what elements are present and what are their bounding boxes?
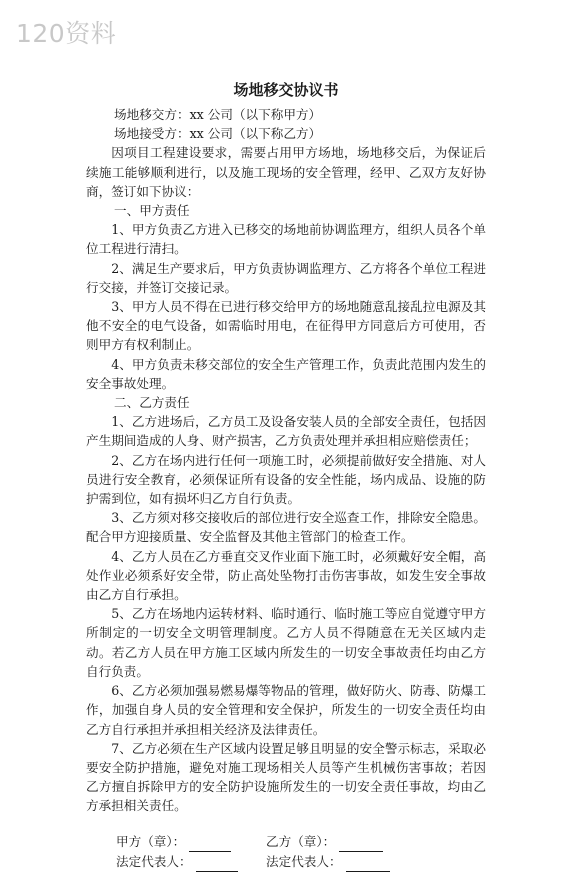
party-b-clause-7: 7、乙方必须在生产区域内设置足够且明显的安全警示标志，采取必要安全防护措施，避免对施工现场相关人员等产生机械伤害事故；若因乙方擅自拆除甲方的安全防护设施所发生的一切安全责任事故，均由乙方承担相关责任。: [86, 740, 486, 814]
party-a-clause-4: 4、甲方负责未移交部位的安全生产管理工作，负责此范围内发生的安全事故处理。: [86, 356, 486, 391]
signature-block: [86, 832, 486, 872]
section-heading-party-a: 一、甲方责任: [114, 203, 190, 219]
seal-row: [116, 832, 486, 852]
party-b-clause-3: 3、乙方须对移交接收后的部位进行安全巡查工作，排除安全隐患。配合甲方迎接质量、安全监督及其他主管部门的检查工作。: [86, 510, 486, 545]
party-a-clause-3: 3、甲方人员不得在已进行移交给甲方的场地随意乱接乱拉电源及其他不安全的电气设备，如需临时用电，在征得甲方同意后方可使用，否则甲方有权利制止。: [86, 299, 486, 353]
agreement-document: [86, 80, 486, 872]
party-a-rep-line: [196, 857, 238, 872]
party-b-seal-line: [339, 837, 383, 852]
preamble-paragraph: 因项目工程建设要求，需要占用甲方场地，场地移交后，为保证后续施工能够顺利进行，以及施工现场的安全管理，经甲、乙双方友好协商，签订如下协议：: [86, 145, 486, 199]
party-a-clause-1: 1、甲方负责乙方进入已移交的场地前协调监理方，组织人员各个单位工程进行清扫。: [86, 222, 486, 257]
party-a-rep-label: 法定代表人：: [116, 854, 192, 870]
party-b-clause-1: 1、乙方进场后，乙方员工及设备安装人员的全部安全责任，包括因产生期间造成的人身、财产损害，乙方负责处理并承担相应赔偿责任；: [86, 414, 486, 449]
representative-row: [116, 852, 486, 872]
party-a-clause-2: 2、满足生产要求后，甲方负责协调监理方、乙方将各个单位工程进行交接，并签订交接记录。: [86, 260, 486, 295]
document-title: 场地移交协议书: [233, 81, 339, 99]
party-b-clause-2: 2、乙方在场内进行任何一项施工时，必须提前做好安全措施、对人员进行安全教育，必须保证所有设备的安全性能，场内成品、设施的防护需到位，如有损坏归乙方自行负责。: [86, 452, 486, 507]
party-a-seal-label: 甲方（章）：: [116, 834, 186, 850]
watermark: 120资料: [16, 19, 117, 48]
party-b-rep-label: 法定代表人：: [266, 854, 342, 870]
section-heading-party-b: 二、乙方责任: [114, 395, 190, 411]
party-a-seal-line: [189, 837, 231, 852]
party-b-rep-line: [346, 857, 390, 872]
party-b-clause-4: 4、乙方人员在乙方垂直交叉作业面下施工时，必须戴好安全帽，高处作业必须系好安全带，防止高处坠物打击伤害事故，如发生安全事故由乙方自行承担。: [86, 548, 486, 603]
transferee-line: 场地接受方：xx 公司（以下称乙方）: [114, 126, 322, 142]
party-b-clause-6: 6、乙方必须加强易燃易爆等物品的管理，做好防火、防毒、防爆工作，加强自身人员的安全管理和安全保护，所发生的一切安全责任均由乙方自行承担并承担相关经济及法律责任。: [86, 683, 486, 737]
party-b-clause-5: 5、乙方在场地内运转材料、临时通行、临时施工等应自觉遵守甲方所制定的一切安全文明管理制度。乙方人员不得随意在无关区域内走动。若乙方人员在甲方施工区域内所发生的一切安全事故责任均由乙方自行负责。: [86, 606, 486, 679]
party-b-seal-label: 乙方（章）：: [266, 834, 336, 850]
transferor-line: 场地移交方：xx 公司（以下称甲方）: [114, 107, 322, 122]
